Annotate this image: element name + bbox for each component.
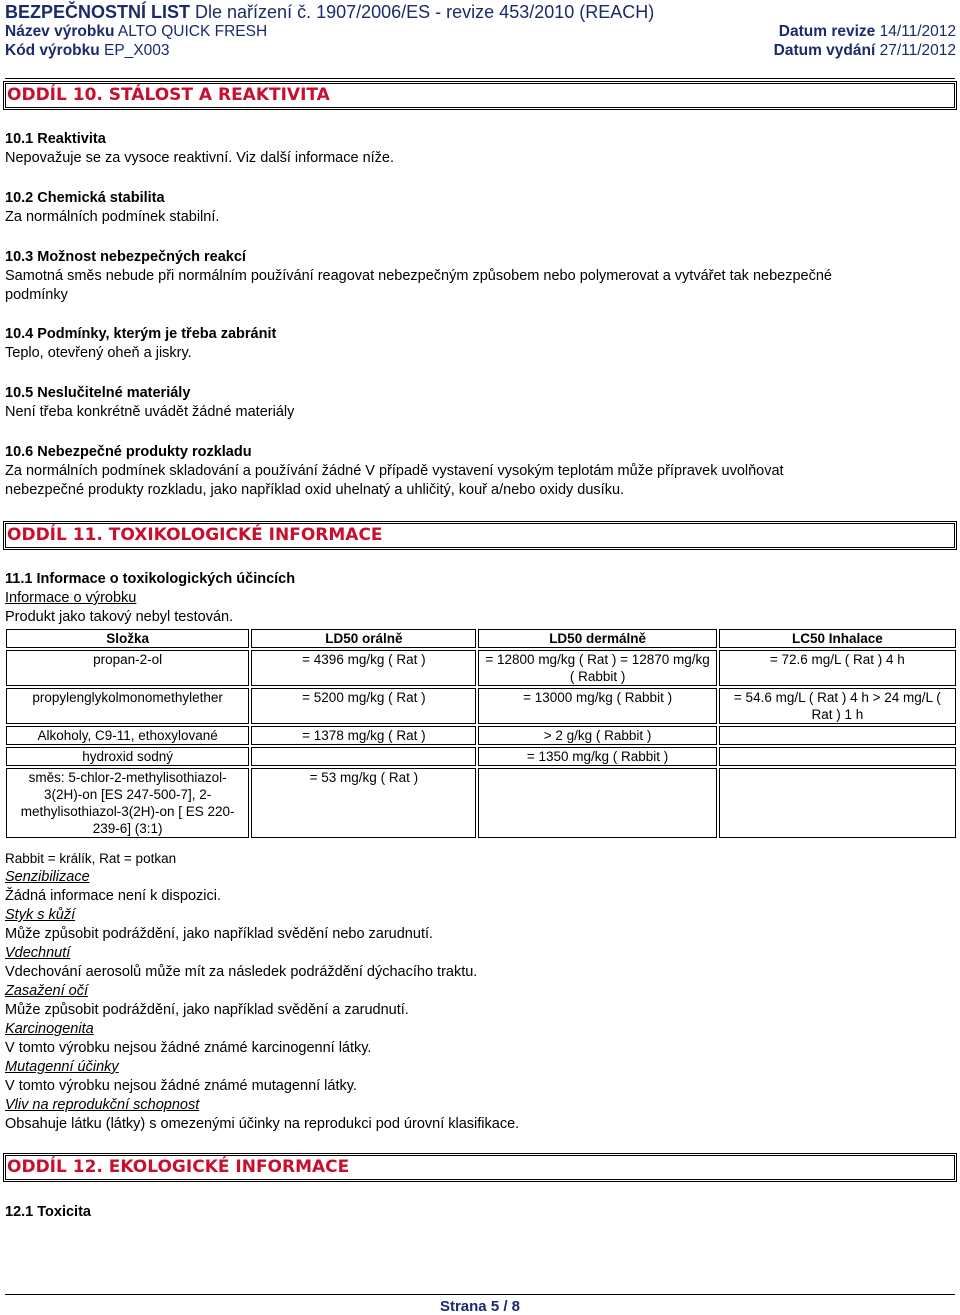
header-rule bbox=[5, 78, 955, 79]
section-11-heading: ODDÍL 11. TOXIKOLOGICKÉ INFORMACE bbox=[3, 521, 957, 550]
header-row-1 bbox=[5, 23, 956, 41]
footer-rule bbox=[5, 1294, 955, 1295]
inhalation-text: Vdechování aerosolů může mít za následek podráždění dýchacího traktu. bbox=[5, 964, 478, 980]
s10-3-text-line1: Samotná směs nebude při normálním používání reagovat nebezpečným způsobem nebo polymerovat a vytvářet tak nebezpečné bbox=[5, 268, 832, 284]
table-cell: = 5200 mg/kg ( Rat ) bbox=[251, 688, 476, 724]
sensitization-text: Žádná informace není k dispozici. bbox=[5, 888, 221, 904]
s10-1-text: Nepovažuje se za vysoce reaktivní. Viz další informace níže. bbox=[5, 150, 395, 166]
table-cell bbox=[719, 726, 956, 745]
table-row bbox=[6, 747, 956, 766]
page-number: Strana 5 / 8 bbox=[439, 1298, 521, 1315]
header-row-2 bbox=[5, 42, 956, 60]
eye-contact-text: Může způsobit podráždění, jako například svědění a zarudnutí. bbox=[5, 1002, 409, 1018]
col-header-component: Složka bbox=[6, 629, 249, 648]
table-cell bbox=[719, 747, 956, 766]
s11-1-heading: 11.1 Informace o toxikologických účincích bbox=[5, 571, 296, 587]
document-title: BEZPEČNOSTNÍ LIST Dle nařízení č. 1907/2006/ES - revize 453/2010 (REACH) bbox=[5, 2, 655, 22]
section-10-heading: ODDÍL 10. STÁLOST A REAKTIVITA bbox=[3, 81, 957, 110]
table-row bbox=[6, 768, 956, 838]
table-cell: = 13000 mg/kg ( Rabbit ) bbox=[478, 688, 716, 724]
s10-6-text-line1: Za normálních podmínek skladování a používání žádné V případě vystavení vysokým teplotám může přípravek uvolňovat bbox=[5, 463, 784, 479]
table-cell: = 12800 mg/kg ( Rat ) = 12870 mg/kg ( Rabbit ) bbox=[478, 650, 716, 686]
eye-contact-heading: Zasažení očí bbox=[5, 983, 89, 999]
issue-label: Datum vydání bbox=[773, 42, 876, 59]
reproductive-text: Obsahuje látku (látky) s omezenými účinky na reprodukci pod úrovní klasifikace. bbox=[5, 1116, 520, 1132]
product-name: ALTO QUICK FRESH bbox=[114, 23, 268, 40]
carcinogenicity-text: V tomto výrobku nejsou žádné známé karcinogenní látky. bbox=[5, 1040, 372, 1056]
table-cell bbox=[719, 768, 956, 838]
table-cell: = 1350 mg/kg ( Rabbit ) bbox=[478, 747, 716, 766]
s10-3-heading: 10.3 Možnost nebezpečných reakcí bbox=[5, 249, 246, 265]
mutagenic-text: V tomto výrobku nejsou žádné známé mutagenní látky. bbox=[5, 1078, 357, 1094]
table-row bbox=[6, 726, 956, 745]
skin-contact-heading: Styk s kůží bbox=[5, 907, 76, 923]
revision-date: 14/11/2012 bbox=[875, 23, 956, 40]
section-12-heading: ODDÍL 12. EKOLOGICKÉ INFORMACE bbox=[3, 1153, 957, 1182]
s10-2-heading: 10.2 Chemická stabilita bbox=[5, 190, 165, 206]
col-header-ld50-dermal: LD50 dermálně bbox=[478, 629, 716, 648]
table-cell bbox=[251, 747, 476, 766]
product-info-heading: Informace o výrobku bbox=[5, 590, 137, 606]
table-cell: = 72.6 mg/L ( Rat ) 4 h bbox=[719, 650, 956, 686]
revision-label: Datum revize bbox=[778, 23, 876, 40]
table-cell: > 2 g/kg ( Rabbit ) bbox=[478, 726, 716, 745]
issue-date: 27/11/2012 bbox=[875, 42, 956, 59]
table-cell: směs: 5-chlor-2-methylisothiazol-3(2H)-on [ES 247-500-7], 2-methylisothiazol-3(2H)-on [ ES 220-239-6] (3:1) bbox=[6, 768, 249, 838]
mutagenic-heading: Mutagenní účinky bbox=[5, 1059, 119, 1075]
product-name-label: Název výrobku bbox=[5, 23, 115, 40]
table-cell: hydroxid sodný bbox=[6, 747, 249, 766]
toxicity-table bbox=[4, 627, 958, 840]
s10-1-heading: 10.1 Reaktivita bbox=[5, 131, 106, 147]
col-header-lc50-inhalation: LC50 Inhalace bbox=[719, 629, 956, 648]
s10-6-heading: 10.6 Nebezpečné produkty rozkladu bbox=[5, 444, 252, 460]
table-cell bbox=[478, 768, 716, 838]
s10-5-heading: 10.5 Neslučitelné materiály bbox=[5, 385, 191, 401]
s10-2-text: Za normálních podmínek stabilní. bbox=[5, 209, 220, 225]
inhalation-heading: Vdechnutí bbox=[5, 945, 71, 961]
s10-6-text-line2: nebezpečné produkty rozkladu, jako například oxid uhelnatý a uhličitý, kouř a/nebo oxidy dusíku. bbox=[5, 482, 625, 498]
table-cell: = 4396 mg/kg ( Rat ) bbox=[251, 650, 476, 686]
s10-5-text: Není třeba konkrétně uvádět žádné materiály bbox=[5, 404, 295, 420]
table-cell: propylenglykolmonomethylether bbox=[6, 688, 249, 724]
skin-contact-text: Může způsobit podráždění, jako například svědění nebo zarudnutí. bbox=[5, 926, 434, 942]
s12-1-heading: 12.1 Toxicita bbox=[5, 1204, 91, 1220]
product-info-text: Produkt jako takový nebyl testován. bbox=[5, 609, 234, 625]
table-cell: = 1378 mg/kg ( Rat ) bbox=[251, 726, 476, 745]
sensitization-heading: Senzibilizace bbox=[5, 869, 90, 885]
product-code: EP_X003 bbox=[99, 42, 170, 59]
table-cell: propan-2-ol bbox=[6, 650, 249, 686]
table-cell: = 54.6 mg/L ( Rat ) 4 h > 24 mg/L ( Rat ) 1 h bbox=[719, 688, 956, 724]
carcinogenicity-heading: Karcinogenita bbox=[5, 1021, 94, 1037]
s10-3-text-line2: podmínky bbox=[5, 287, 68, 303]
s10-4-heading: 10.4 Podmínky, kterým je třeba zabránit bbox=[5, 326, 277, 342]
table-row bbox=[6, 688, 956, 724]
species-legend: Rabbit = králík, Rat = potkan bbox=[5, 851, 177, 866]
col-header-ld50-oral: LD50 orálně bbox=[251, 629, 476, 648]
reproductive-heading: Vliv na reprodukční schopnost bbox=[5, 1097, 200, 1113]
table-cell: Alkoholy, C9-11, ethoxylované bbox=[6, 726, 249, 745]
table-row bbox=[6, 650, 956, 686]
table-cell: = 53 mg/kg ( Rat ) bbox=[251, 768, 476, 838]
s10-4-text: Teplo, otevřený oheň a jiskry. bbox=[5, 345, 192, 361]
toxicity-table-header bbox=[6, 629, 956, 648]
code-label: Kód výrobku bbox=[5, 42, 100, 59]
